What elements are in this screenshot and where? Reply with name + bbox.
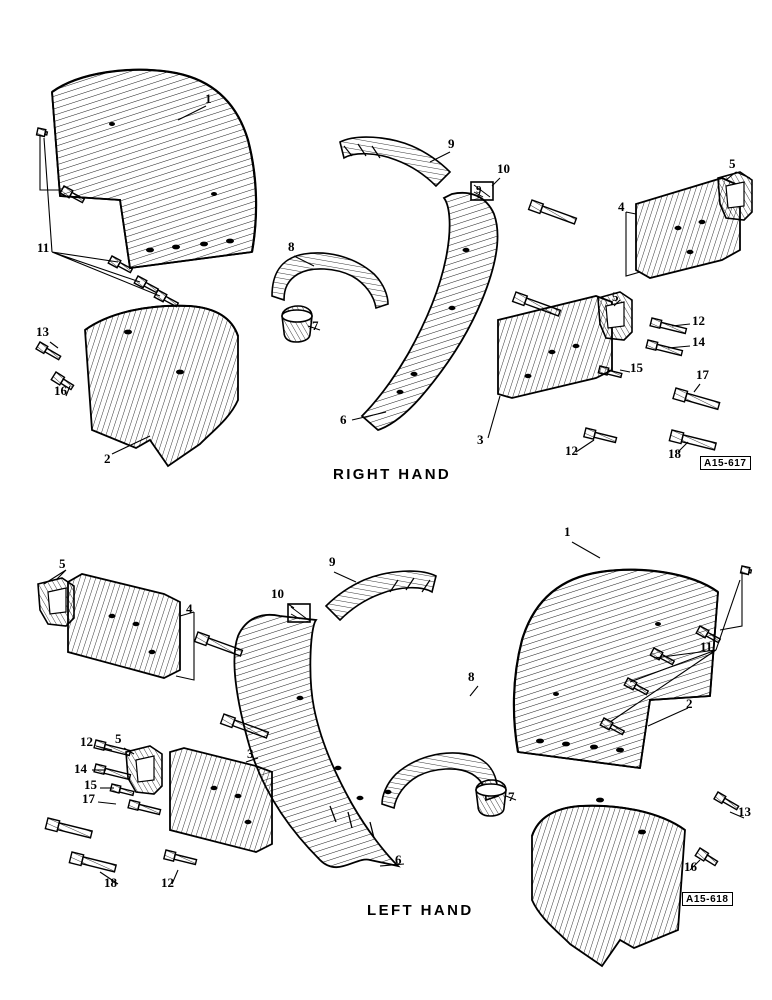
left-hand-ref-box: A15-618	[682, 892, 733, 906]
callout-lh-1: 1	[564, 524, 571, 539]
part-2-side-panel-rh	[85, 306, 238, 466]
part-6-support-rh	[362, 193, 498, 430]
callout-1: 1	[205, 91, 212, 106]
callout-8: 8	[288, 239, 295, 254]
callout-5b: 5	[612, 289, 619, 304]
callout-lh-7: 7	[508, 789, 515, 804]
callout-15: 15	[630, 360, 643, 375]
part-5-bracket-lh-upper	[38, 578, 74, 626]
callout-11: 11	[37, 240, 50, 255]
callout-12b: 12	[565, 443, 578, 458]
callout-lh-4: 4	[186, 601, 193, 616]
callout-lh-5: 5	[59, 556, 66, 571]
left-hand-illustration	[0, 500, 772, 1000]
callout-2: 2	[104, 451, 111, 466]
callout-lh-11: 11	[700, 639, 713, 654]
callout-lh-2: 2	[686, 696, 693, 711]
callout-lh-10: 10	[271, 586, 284, 601]
left-hand-caption: LEFT HAND	[367, 902, 474, 919]
callout-lh-8: 8	[468, 669, 475, 684]
callout-18: 18	[668, 446, 681, 461]
part-7-cap-lh	[476, 780, 506, 816]
callout-lh-13: 13	[738, 804, 751, 819]
callout-12: 12	[692, 313, 705, 328]
callout-lh-12: 12	[80, 734, 93, 749]
left-hand-section	[0, 500, 772, 1000]
part-9-brace-rh	[340, 137, 450, 186]
part-5-bracket-rh-upper	[718, 172, 752, 220]
part-5-bracket-lh-lower	[126, 746, 162, 794]
callout-16: 16	[54, 383, 67, 398]
callout-10: 10	[497, 161, 510, 176]
callout-17: 17	[696, 367, 709, 382]
callout-lh-16: 16	[684, 859, 697, 874]
part-7-cap-rh	[282, 306, 312, 342]
callout-lh-15: 15	[84, 777, 97, 792]
callout-7: 7	[312, 318, 319, 333]
callout-lh-9: 9	[329, 554, 336, 569]
callout-lh-6: 6	[395, 852, 402, 867]
callout-lh-17: 17	[82, 791, 95, 806]
part-8-brace-rh	[272, 253, 388, 308]
callout-lh-5b: 5	[115, 731, 122, 746]
part-1-fender-rh	[52, 70, 256, 268]
right-hand-ref-box: A15-617	[700, 456, 751, 470]
callout-lh-18: 18	[104, 875, 117, 890]
callout-lh-3: 3	[247, 746, 254, 761]
callout-6: 6	[340, 412, 347, 427]
callout-3: 3	[477, 432, 484, 447]
callout-4: 4	[618, 199, 625, 214]
part-2-side-panel-lh	[532, 798, 685, 966]
callout-5: 5	[729, 156, 736, 171]
callout-lh-14: 14	[74, 761, 87, 776]
part-4-plate-lh	[68, 574, 180, 678]
part-9-brace-lh	[326, 571, 436, 620]
callout-9: 9	[448, 136, 455, 151]
callout-lh-12b: 12	[161, 875, 174, 890]
callout-14: 14	[692, 334, 705, 349]
right-hand-caption: RIGHT HAND	[333, 466, 452, 483]
callout-13: 13	[36, 324, 49, 339]
callout-9b: 9	[476, 184, 482, 196]
